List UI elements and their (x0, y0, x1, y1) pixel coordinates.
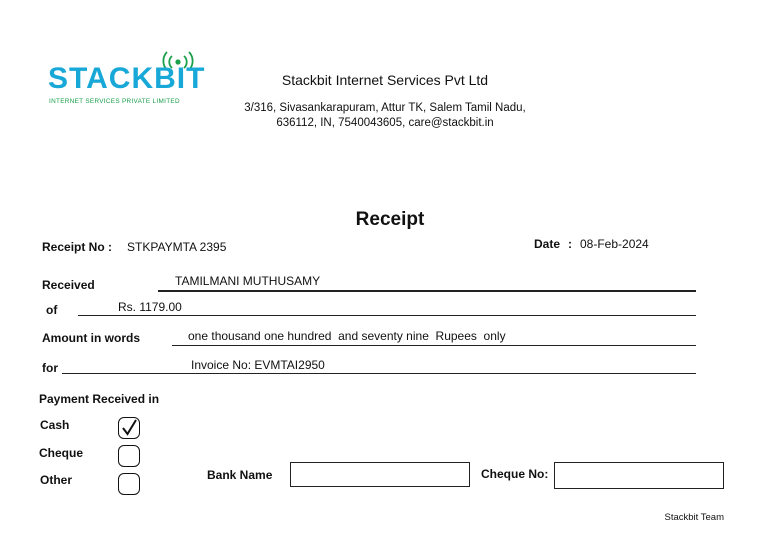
of-label: of (46, 303, 58, 317)
amount-words-value: one thousand one hundred and seventy nine Rupees only (188, 329, 506, 343)
company-address-line1: 3/316, Sivasankarapuram, Attur TK, Salem Tamil Nadu, (244, 102, 526, 114)
for-underline (62, 373, 696, 374)
cheque-no-field[interactable] (554, 462, 724, 489)
payment-heading: Payment Received in (39, 392, 160, 406)
date-label: Date (534, 237, 561, 251)
signature-text: Stackbit Team (664, 512, 724, 523)
bank-name-label: Bank Name (207, 468, 273, 482)
bank-name-field[interactable] (290, 462, 470, 487)
amount-words-underline (172, 345, 696, 346)
receipt-title: Receipt (355, 209, 425, 230)
cheque-checkbox[interactable] (118, 445, 140, 467)
of-underline (78, 315, 696, 316)
for-label: for (42, 361, 58, 375)
received-value: TAMILMANI MUTHUSAMY (175, 274, 321, 288)
for-value: Invoice No: EVMTAI2950 (191, 358, 325, 372)
payment-method-cash-label: Cash (40, 418, 70, 432)
receipt-number: STKPAYMTA 2395 (127, 240, 227, 254)
received-underline (158, 290, 696, 292)
cash-checkbox[interactable] (118, 417, 140, 439)
received-label: Received (42, 278, 95, 292)
amount-words-label: Amount in words (42, 331, 140, 345)
date-separator: : (568, 237, 572, 251)
logo-tagline: INTERNET SERVICES PRIVATE LIMITED (49, 98, 180, 105)
payment-method-cheque-label: Cheque (39, 446, 84, 460)
payment-method-other-label: Other (40, 473, 73, 487)
of-value: Rs. 1179.00 (118, 300, 182, 314)
receipt-date: 08-Feb-2024 (580, 237, 649, 251)
logo-brand: STACKBIT (48, 62, 206, 95)
company-name: Stackbit Internet Services Pvt Ltd (281, 72, 489, 88)
cheque-no-label: Cheque No: (481, 467, 549, 481)
company-logo (46, 48, 206, 112)
receipt-number-label: Receipt No : (42, 240, 113, 254)
checkmark-icon (119, 418, 139, 438)
other-checkbox[interactable] (118, 473, 140, 495)
company-address-line2: 636112, IN, 7540043605, care@stackbit.in (276, 117, 494, 129)
